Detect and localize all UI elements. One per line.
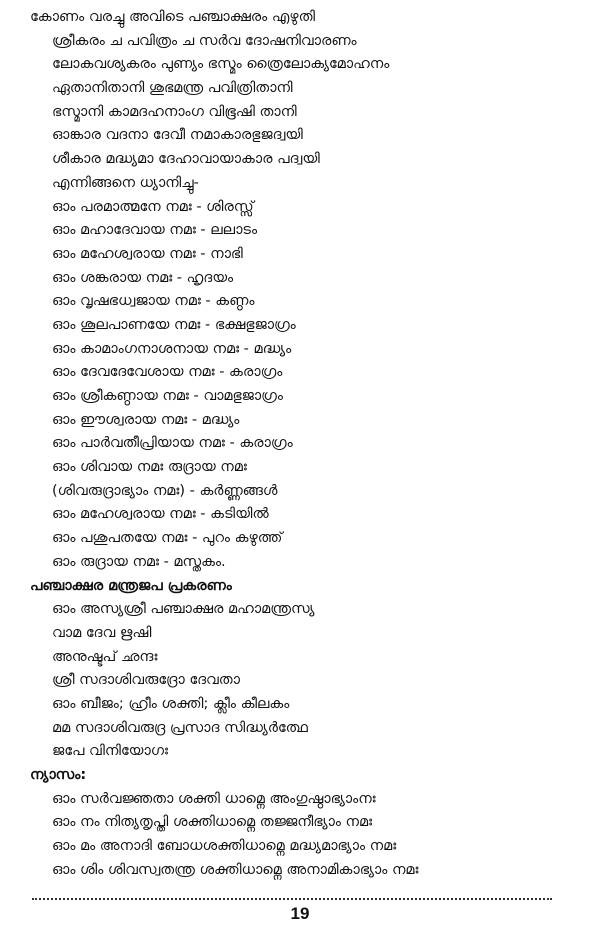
text-line: എന്നിങ്ങനെ ധ്യാനിച്ചു- (52, 174, 199, 191)
page-number: 19 (290, 904, 310, 923)
text-line: ഓം പരമാത്മനേ നമഃ - ശിരസ്സ് (52, 198, 254, 215)
text-line: മമ സദാശിവരുദ്ര പ്രസാദ സിദ്ധ്യർത്ഥേ (52, 719, 308, 736)
text-line: ഓം മം അനാദി ബോധശക്തിധാമ്നെ മദ്ധ്യമാഭ്യാം നമഃ (52, 838, 397, 855)
text-line: ലോകവശ്യകരം പുണ്യം ഭസ്മം ത്രൈലോക്യമോഹനം (52, 56, 390, 73)
text-line: ഓം ശ്രീകണ്ഠായ നമഃ - വാമഭുജാഗ്രം (52, 388, 283, 404)
text-line: ശീകാര മദ്ധ്യമാ ദേഹാവായാകാര പദ്വയി (52, 151, 320, 168)
text-line: ഓം വൃഷഭധ്വജായ നമഃ - കണ്ഠം (52, 293, 255, 310)
text-line: ഓം ശൂലപാണയേ നമഃ - ഭക്ഷഭുജാഗ്രം (52, 316, 296, 333)
text-line: ഓം പാർവതീപ്രിയായ നമഃ - കരാഗ്രം (52, 435, 293, 452)
text-line: ഓം കാമാംഗനാശനായ നമഃ - മദ്ധ്യം (52, 340, 292, 357)
section-heading: പഞ്ചാക്ഷര മന്ത്രജപ പ്രകരണം (30, 577, 232, 594)
text-line: ഓം പശുപതയേ നമഃ - പുറം കഴുത്ത് (52, 530, 283, 547)
text-line: (ശിവരുദ്രാഭ്യാം നമഃ) - കർണ്ണങ്ങൾ (52, 482, 278, 499)
text-line: വാമ ദേവ ഋഷി (52, 624, 152, 641)
text-line: ഓം ശിവായ നമഃ രുദ്രായ നമഃ (52, 459, 247, 476)
text-line: കോണം വരച്ചു അവിടെ പഞ്ചാക്ഷരം എഴുതി (30, 9, 315, 25)
footer-divider (32, 898, 552, 900)
text-line: ഓം നം നിത്യതൃപ്തി ശക്തിധാമ്നെ തജ്ജനീഭ്യാം നമഃ (52, 814, 373, 831)
text-line: അനുഷ്ടപ് ഛന്ദഃ (52, 648, 158, 665)
text-line: ഓങ്കാര വദനാ ദേവീ നമാകാരഭുജദ്വയി (52, 127, 303, 144)
text-line: ശ്രീ സദാശിവരുദ്രോ ദേവതാ (52, 672, 240, 689)
text-line: ഓം മഹേശ്വരായ നമഃ - നാഭി (52, 245, 243, 262)
text-line: ഓം ദേവദേവേശായ നമഃ - കരാഗ്രം (52, 364, 283, 381)
text-line: ഓം അസ്യശ്രീ പഞ്ചാക്ഷര മഹാമന്ത്രസ്യ (52, 601, 315, 618)
text-line: ഓം മഹേശ്വരായ നമഃ - കടിയിൽ (52, 506, 269, 523)
text-line: ജപേ വിനിയോഗഃ (52, 743, 168, 760)
text-line: ഏതാനിതാനി ശുഭമന്ത്ര പവിത്രിതാനി (52, 80, 293, 97)
text-line: ഓം രുദ്രായ നമഃ - മസ്തകം. (52, 553, 226, 570)
text-line: ഓം ഈശ്വരായ നമഃ - മദ്ധ്യം (52, 411, 240, 428)
text-line: ശ്രീകരം ച പവിത്രം ച സർവ ദോഷനിവാരണം (52, 32, 357, 49)
section-heading: ന്യാസം: (30, 767, 87, 783)
text-line: ഓം മഹാദേവായ നമഃ - ലലാടം (52, 222, 258, 239)
text-line: ഓം ശങ്കരായ നമഃ - ഹൃദയം (52, 269, 234, 286)
text-line: ഓം ശിം ശിവസ്വതന്ത്ര ശക്തിധാമ്നെ അനാമികാഭ്യാം നമഃ (52, 861, 419, 878)
text-line: ഓം സർവജ്ഞതാ ശക്തി ധാമ്നെ അംഗുഷ്ഠാഭ്യാംനഃ (52, 790, 376, 807)
page-body (30, 6, 585, 882)
text-line: ഭസ്മാനി കാമദഹനാംഗ വിഭൂഷി താനി (52, 103, 297, 120)
text-line: ഓം ബീജം; ഹ്രീം ശക്തി; ക്ലീം കീലകം (52, 695, 290, 712)
